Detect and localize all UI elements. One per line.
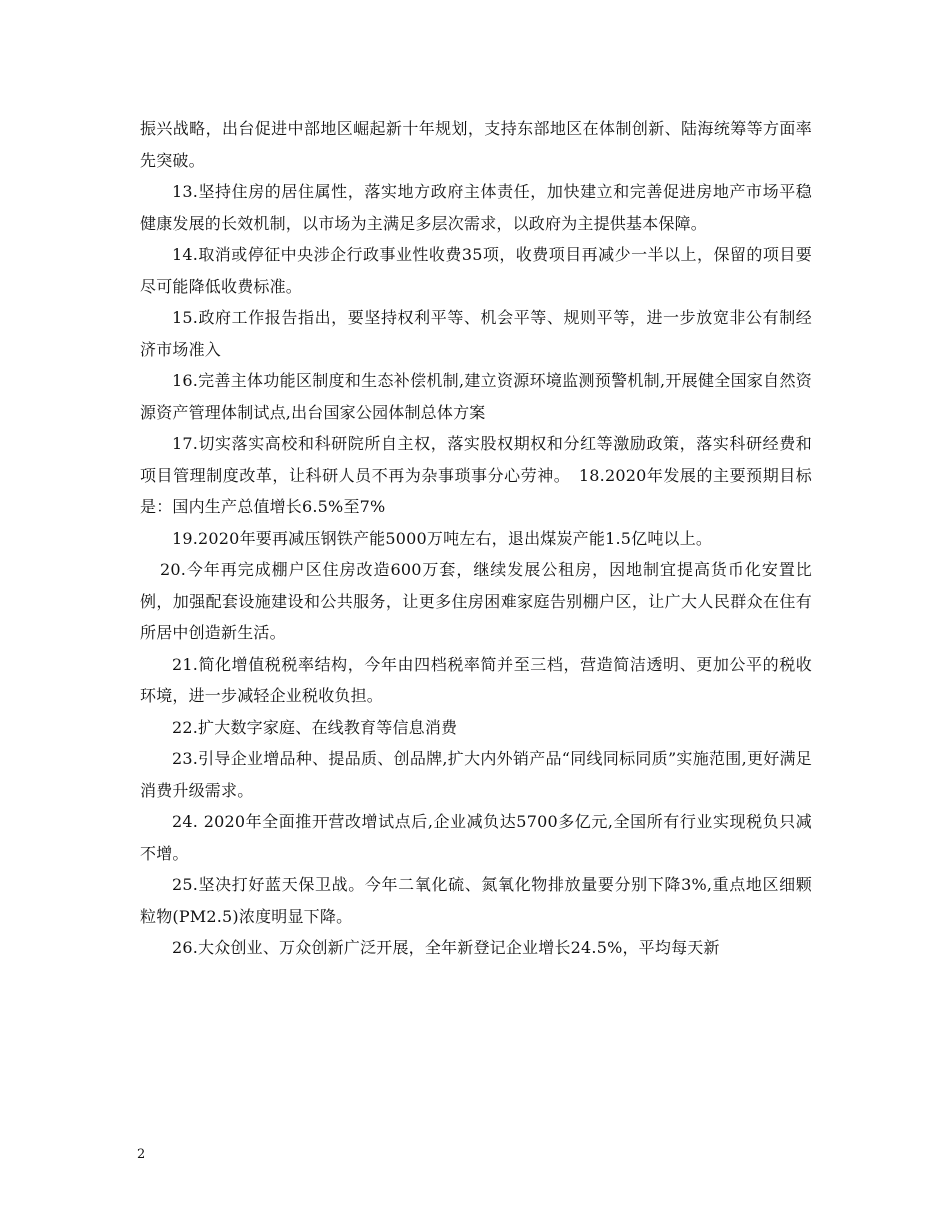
paragraph-item-21: 21.简化增值税税率结构，今年由四档税率简并至三档，营造简洁透明、更加公平的税收环境，进一步减轻企业税收负担。 <box>140 654 812 705</box>
paragraph-item-26: 26.大众创业、万众创新广泛开展，全年新登记企业增长24.5%，平均每天新 <box>172 938 720 957</box>
paragraph-item-16: 16.完善主体功能区制度和生态补偿机制,建立资源环境监测预警机制,开展健全国家自然资源资产管理体制试点,出台国家公园体制总体方案 <box>140 371 812 422</box>
paragraph-item-15: 15.政府工作报告指出，要坚持权利平等、机会平等、规则平等，进一步放宽非公有制经济市场准入 <box>140 308 812 359</box>
paragraph-continued: 振兴战略，出台促进中部地区崛起新十年规划，支持东部地区在体制创新、陆海统筹等方面率先突破。 <box>140 119 812 170</box>
paragraph-item-17-18: 17.切实落实高校和科研院所自主权，落实股权期权和分红等激励政策，落实科研经费和项目管理制度改革，让科研人员不再为杂事琐事分心劳神。 18.2020年发展的主要预期目标是：国内生产总值增长6.5%至7% <box>140 434 812 516</box>
paragraph-item-13: 13.坚持住房的居住属性，落实地方政府主体责任，加快建立和完善促进房地产市场平稳健康发展的长效机制，以市场为主满足多层次需求，以政府为主提供基本保障。 <box>140 182 812 233</box>
paragraph-item-22: 22.扩大数字家庭、在线教育等信息消费 <box>172 717 458 737</box>
document-body <box>140 113 812 964</box>
page-number: 2 <box>137 1147 146 1162</box>
paragraph-item-19: 19.2020年要再减压钢铁产能5000万吨左右，退出煤炭产能1.5亿吨以上。 <box>172 528 713 548</box>
paragraph-item-14: 14.取消或停征中央涉企行政事业性收费35项，收费项目再减少一半以上，保留的项目要尽可能降低收费标准。 <box>140 245 812 296</box>
paragraph-item-20: 20.今年再完成棚户区住房改造600万套，继续发展公租房，因地制宜提高货币化安置比例，加强配套设施建设和公共服务，让更多住房困难家庭告别棚户区，让广大人民群众在住有所居中创造新生活。 <box>140 560 812 642</box>
paragraph-item-25: 25.坚决打好蓝天保卫战。今年二氧化硫、氮氧化物排放量要分别下降3%,重点地区细颗粒物(PM2.5)浓度明显下降。 <box>140 875 812 926</box>
paragraph-item-24: 24. 2020年全面推开营改增试点后,企业减负达5700多亿元,全国所有行业实现税负只减不增。 <box>140 812 812 863</box>
paragraph-item-23: 23.引导企业增品种、提品质、创品牌,扩大内外销产品“同线同标同质”实施范围,更好满足消费升级需求。 <box>140 749 812 800</box>
